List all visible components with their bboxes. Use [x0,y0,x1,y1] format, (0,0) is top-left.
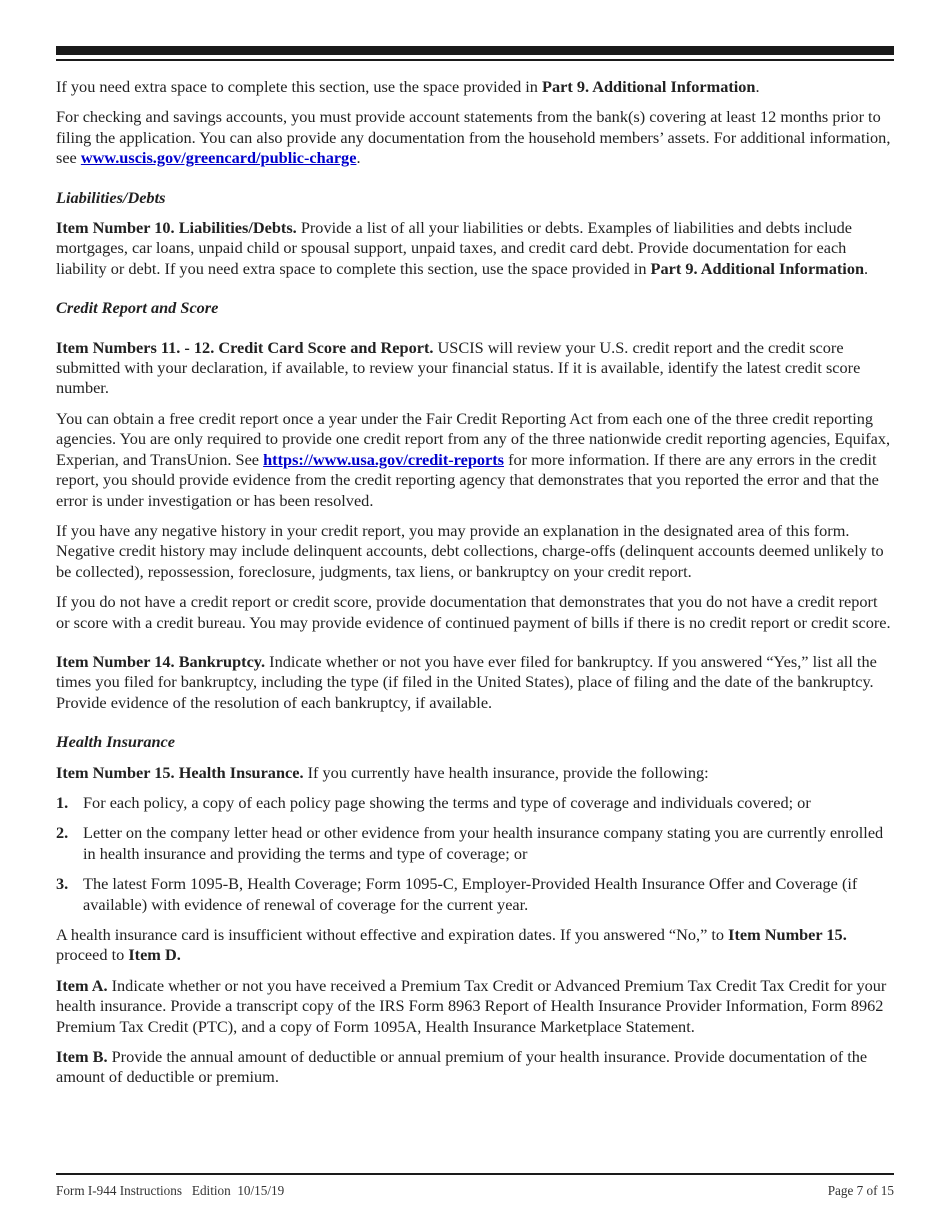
negative-history-paragraph: If you have any negative history in your credit report, you may provide an explanation in the designated area of this form. Negative credit history may include delinquent accounts, debt collections, charge-offs (delinquent accounts deemed unlikely to be collected), repossession, foreclosure, judgments, tax liens, or bankruptcy on your credit report. [56,520,884,581]
health-heading: Health Insurance [56,732,175,752]
intro-accounts-paragraph: For checking and savings accounts, you must provide account statements from the bank(s) covering at least 12 months prior to filing the application. You can also provide any documentation from the household members’ assets. For additional information, see www.uscis.gov/greencard/public-charge. [56,107,891,168]
free-credit-report-paragraph: You can obtain a free credit report once a year under the Fair Credit Reporting Act from each one of the three credit reporting agencies. You are only required to provide one credit report from any of the three nationwide credit reporting agencies, Equifax, Experian, and TransUnion. See https://www.usa.gov/credit-reports for more information. If there are any errors in the credit report, you should provide evidence from the credit reporting agency that demonstrates that you reported the error and that the error is under investigation or has been resolved. [56,408,891,510]
footer-page-number: Page 7 of 15 [827,1183,894,1198]
credit-reports-link[interactable]: https://www.usa.gov/credit-reports [263,449,505,469]
header-rule-thick [56,46,894,55]
credit-heading: Credit Report and Score [56,298,219,318]
footer-rule [56,1173,894,1175]
item-a-paragraph: Item A. Indicate whether or not you have received a Premium Tax Credit or Advanced Premium Tax Credit Tax Credit for your health insurance. Provide a transcript copy of the IRS Form 8963 Report of Health Insurance Provider Information, Form 8962 Premium Tax Credit (PTC), and a copy of Form 1095A, Health Insurance Marketplace Statement. [56,975,887,1036]
list-item: 1. For each policy, a copy of each policy page showing the terms and type of coverage and individuals covered; or [56,792,811,812]
footer-form-edition: Form I-944 Instructions Edition 10/15/19 [56,1183,285,1198]
item-b-paragraph: Item B. Provide the annual amount of deductible or annual premium of your health insurance. Provide documentation of the amount of deductible or premium. [56,1047,868,1087]
liabilities-heading: Liabilities/Debts [56,187,166,207]
list-item: 2. Letter on the company letter head or other evidence from your health insurance company stating you are currently enrolled in health insurance and providing the terms and type of coverage; or [56,823,884,863]
page-footer [56,1183,894,1199]
no-credit-report-paragraph: If you do not have a credit report or credit score, provide documentation that demonstrates that you do not have a credit report or score with a credit bureau. You may provide evidence of continued payment of bills if there is no credit report or credit score. [56,592,891,632]
page-content [56,77,894,1098]
item-10-paragraph: Item Number 10. Liabilities/Debts. Provide a list of all your liabilities or debts. Examples of liabilities and debts include mortgages, car loans, unpaid child or spousal support, unpaid taxes, and credit card debt. Provide documentation for each liability or debt. If you need extra space to complete this section, use the space provided in Part 9. Additional Information. [56,218,869,278]
item-15-paragraph: Item Number 15. Health Insurance. If you currently have health insurance, provide the following: [56,762,709,782]
intro-extra-space-paragraph: If you need extra space to complete this section, use the space provided in Part 9. Additional Information. [56,77,760,96]
item-14-paragraph: Item Number 14. Bankruptcy. Indicate whether or not you have ever filed for bankruptcy. If you answered “Yes,” list all the times you filed for bankruptcy, including the type (if filed in the United States), place of filing and the date of the bankruptcy. Provide evidence of the resolution of each bankruptcy, if available. [56,651,877,712]
insurance-card-paragraph: A health insurance card is insufficient without effective and expiration dates. If you answered “No,” to Item Number 15. proceed to Item D. [56,925,847,965]
header-rule-thin [56,59,894,61]
public-charge-link[interactable]: www.uscis.gov/greencard/public-charge [80,148,357,168]
list-item: 3. The latest Form 1095-B, Health Coverage; Form 1095-C, Employer-Provided Health Insurance Offer and Coverage (if available) with evidence of renewal of coverage for the current year. [56,874,858,914]
item-11-12-paragraph: Item Numbers 11. - 12. Credit Card Score and Report. USCIS will review your U.S. credit report and the credit score submitted with your declaration, if available, to review your financial status. If it is available, identify the latest credit score number. [56,337,861,398]
